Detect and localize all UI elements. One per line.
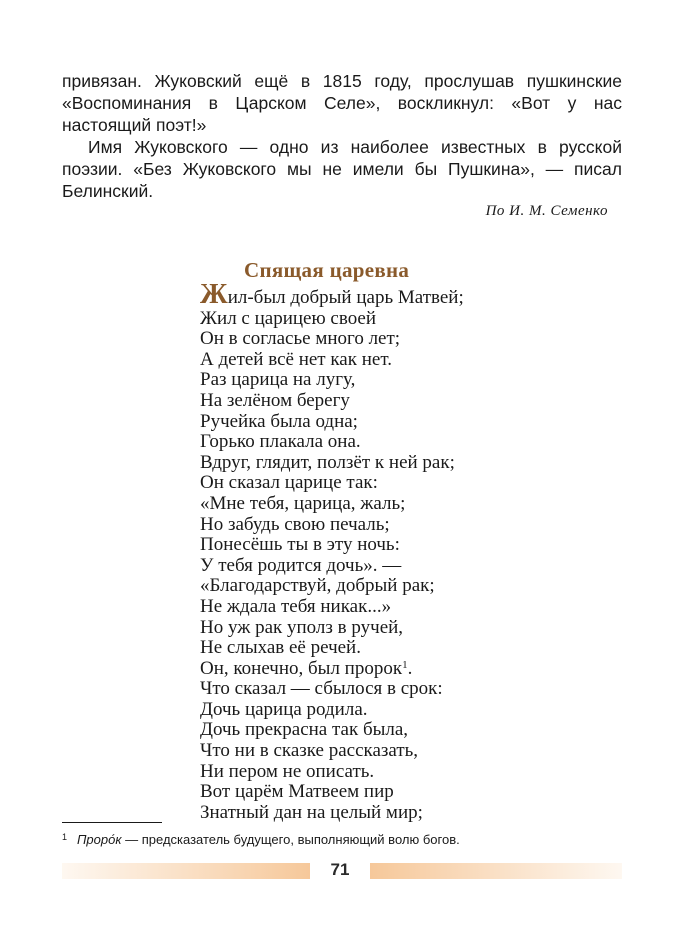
footer-band-right bbox=[370, 863, 622, 879]
poem-line: Ручейка была одна; bbox=[200, 410, 358, 432]
poem-line: Он в согласье много лет; bbox=[200, 328, 401, 350]
footnote-marker[interactable]: 1 bbox=[402, 658, 408, 671]
poem-line-first-text: ил-был добрый царь Матвей; bbox=[227, 287, 464, 308]
footnote-definition: — предсказатель будущего, выполняющий волю богов. bbox=[121, 832, 460, 847]
poem-line-with-footnote bbox=[200, 659, 464, 680]
footnote-divider bbox=[62, 822, 162, 823]
poem-line: Но уж рак уполз в ручей, bbox=[200, 616, 404, 638]
poem-line: Горько плакала она. bbox=[200, 431, 361, 453]
poem-line: Не ждала тебя никак...» bbox=[200, 595, 392, 617]
poem-line-first bbox=[200, 279, 464, 310]
poem-line: Жил с царицею своей bbox=[200, 307, 377, 329]
poem-line: Знатный дан на целый мир; bbox=[200, 801, 423, 823]
poem-line: Дочь прекрасна так была, bbox=[200, 719, 409, 741]
poem-body bbox=[200, 279, 464, 823]
poem-line: «Благодарствуй, добрый рак; bbox=[200, 575, 435, 597]
poem-line: А детей всё нет как нет. bbox=[200, 348, 392, 370]
poem-line: Но забудь свою печаль; bbox=[200, 513, 390, 535]
poem-line: У тебя родится дочь». — bbox=[200, 554, 402, 576]
poem-line: Понесёшь ты в эту ночь: bbox=[200, 534, 400, 556]
source-attribution: По И. М. Семенко bbox=[485, 203, 608, 219]
poem-line: Вот царём Матвеем пир bbox=[200, 781, 394, 803]
page-number: 71 bbox=[330, 860, 350, 879]
poem-line-text: Он, конечно, был пророк bbox=[200, 657, 403, 679]
poem-line: Он сказал царице так: bbox=[200, 472, 378, 494]
poem-line: «Мне тебя, царица, жаль; bbox=[200, 492, 406, 514]
poem-title: Спящая царевна bbox=[244, 258, 410, 282]
prose-paragraph-2: Имя Жуковского — одно из наиболее известных в русской поэзии. «Без Жуковского мы не имели бы Пушкина», — писал Белинский. bbox=[62, 137, 622, 201]
poem-line: Что ни в сказке рассказать, bbox=[200, 740, 419, 762]
poem-line-punct: . bbox=[407, 657, 413, 679]
poem-line: Ни пером не описать. bbox=[200, 760, 375, 782]
poem-line: Раз царица на лугу, bbox=[200, 369, 356, 391]
footer-band-left bbox=[62, 863, 310, 879]
poem-line: Что сказал — сбылося в срок: bbox=[200, 678, 443, 700]
poem-line: Не слыхав её речей. bbox=[200, 637, 361, 659]
poem-line: Вдруг, глядит, ползёт к ней рак; bbox=[200, 451, 455, 473]
footnote bbox=[62, 828, 622, 849]
drop-cap: Ж bbox=[200, 279, 228, 310]
footnote-term: Проро́к bbox=[77, 832, 122, 847]
poem-line: На зелёном берегу bbox=[200, 389, 350, 411]
prose-paragraph-1: привязан. Жуковский ещё в 1815 году, прослушав пушкинские «Воспоминания в Царском Селе», воскликнул: «Вот у нас настоящий поэт!» bbox=[62, 71, 622, 135]
intro-prose bbox=[62, 70, 622, 202]
footnote-number: 1 bbox=[62, 832, 68, 842]
poem-line: Дочь царица родила. bbox=[200, 698, 368, 720]
